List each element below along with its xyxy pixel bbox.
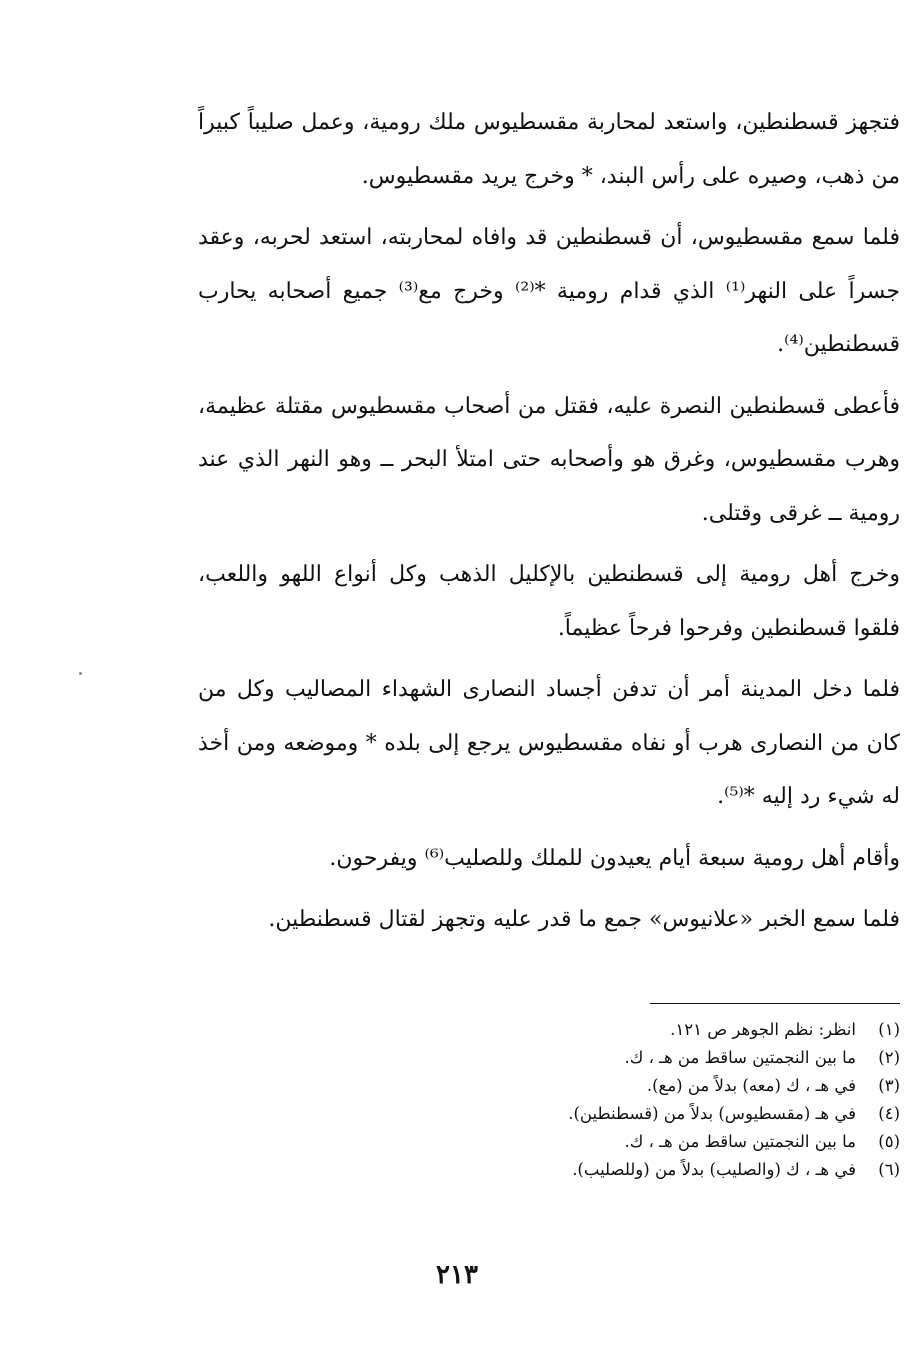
- footnote-number: (٢): [878, 1048, 900, 1067]
- paragraph: فتجهز قسطنطين، واستعد لمحاربة مقسطيوس ملك رومية، وعمل صليباً كبيراً من ذهب، وصيره على رأس البند، * وخرج يريد مقسطيوس.: [198, 110, 900, 189]
- footnotes: [470, 1016, 900, 1184]
- footnote: [470, 1072, 900, 1100]
- paragraph: وأقام أهل رومية سبعة أيام يعيدون للملك وللصليب⁽⁶⁾ ويفرحون.: [329, 845, 900, 871]
- footnote-text: انظر: نظم الجوهر ص ١٢١.: [670, 1020, 856, 1039]
- footnote: [470, 1128, 900, 1156]
- paragraph: فلما سمع الخبر «علانيوس» جمع ما قدر عليه وتجهز لقتال قسطنطين.: [268, 907, 900, 932]
- paragraph: فأعطى قسطنطين النصرة عليه، فقتل من أصحاب مقسطيوس مقتلة عظيمة، وهرب مقسطيوس، وغرق هو وأصحابه حتى امتلأ البحر ــ وهو النهر الذي عند رومية ــ غرقى وقتلى.: [198, 393, 900, 526]
- paragraph: فلما دخل المدينة أمر أن تدفن أجساد النصارى الشهداء المصاليب وكل من كان من النصارى هرب أو نفاه مقسطيوس يرجع إلى بلده * وموضعه ومن أخذ له شيء رد إليه *⁽⁵⁾.: [198, 677, 900, 809]
- paragraph: وخرج أهل رومية إلى قسطنطين بالإكليل الذهب وكل أنواع اللهو واللعب، فلقوا قسطنطين وفرحوا فرحاً عظيماً.: [198, 562, 900, 641]
- footnote-divider: [650, 1003, 900, 1004]
- paragraph: فلما سمع مقسطيوس، أن قسطنطين قد وافاه لمحاربته، استعد لحربه، وعقد جسراً على النهر⁽¹⁾ الذي قدام رومية *⁽²⁾ وخرج مع⁽³⁾ جميع أصحابه يحارب قسطنطين⁽⁴⁾.: [198, 225, 900, 357]
- footnote: [470, 1016, 900, 1044]
- footnote-number: (١): [878, 1020, 900, 1039]
- footnote: [470, 1044, 900, 1072]
- footnote-number: (٦): [878, 1160, 900, 1179]
- footnote-number: (٣): [878, 1076, 900, 1095]
- scan-speck: [79, 672, 82, 675]
- footnote-text: ما بين النجمتين ساقط من هـ ، ك.: [624, 1048, 856, 1067]
- footnote: [470, 1100, 900, 1128]
- footnote-text: ما بين النجمتين ساقط من هـ ، ك.: [624, 1132, 856, 1151]
- page-number: ٢١٣: [436, 1260, 478, 1290]
- footnote: [470, 1156, 900, 1184]
- main-text: [198, 96, 900, 955]
- footnote-text: في هـ ، ك (والصليب) بدلاً من (وللصليب).: [572, 1160, 856, 1179]
- footnote-text: في هـ ، ك (معه) بدلاً من (مع).: [646, 1076, 856, 1095]
- footnote-text: في هـ (مقسطيوس) بدلاً من (قسطنطين).: [568, 1104, 856, 1123]
- footnote-number: (٥): [878, 1132, 900, 1151]
- footnote-number: (٤): [878, 1104, 900, 1123]
